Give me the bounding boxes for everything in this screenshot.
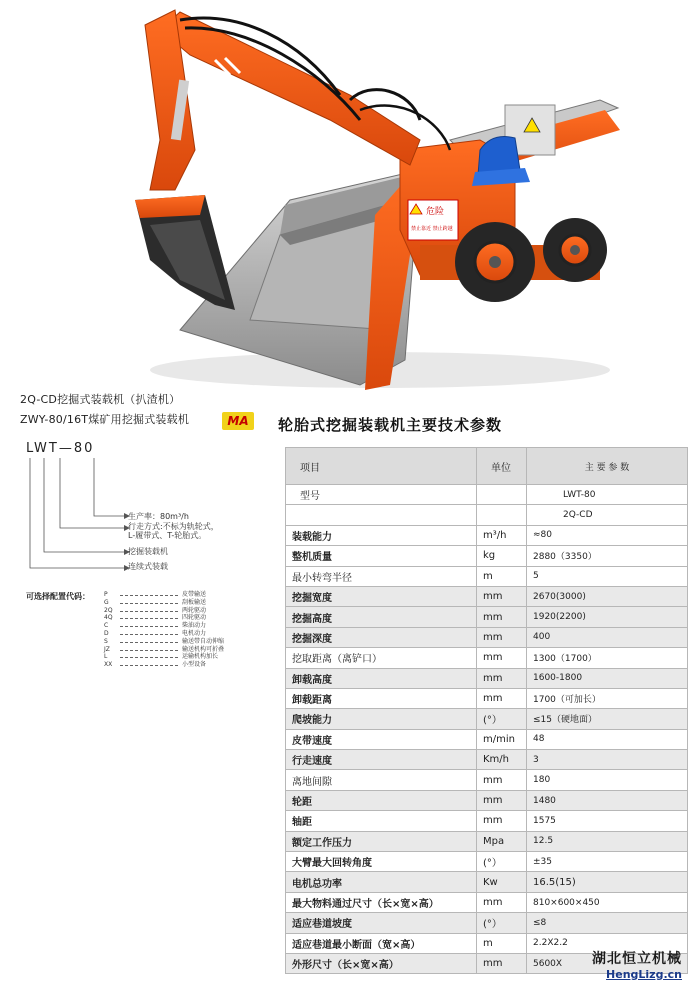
spec-unit bbox=[477, 485, 527, 505]
spec-row bbox=[286, 852, 688, 872]
spec-unit: mm bbox=[477, 953, 527, 973]
option-desc: 皮带输送 bbox=[182, 591, 207, 598]
spec-row bbox=[286, 586, 688, 606]
code-note-production-rate: 生产率：80m³/h bbox=[128, 512, 189, 521]
spec-title: 轮胎式挖掘装载机主要技术参数 bbox=[278, 416, 503, 434]
spec-unit: mm bbox=[477, 790, 527, 810]
spec-unit: (°） bbox=[477, 709, 527, 729]
spec-value: 1600-1800 bbox=[527, 668, 688, 688]
spec-row bbox=[286, 811, 688, 831]
watermark-company-name: 湖北恒立机械 bbox=[592, 951, 682, 967]
option-desc: 四轮驱动 bbox=[182, 614, 207, 622]
caption-product-name: 2Q-CD挖掘式装载机（扒渣机） bbox=[20, 393, 181, 406]
header-value: 主 要 参 数 bbox=[527, 448, 688, 485]
spec-item: 整机质量 bbox=[286, 546, 477, 566]
option-desc: 柴油动力 bbox=[182, 622, 207, 630]
caption-product-model: ZWY-80/16T煤矿用挖掘式装载机 bbox=[20, 413, 190, 426]
spec-item: 最大物料通过尺寸（长×宽×高） bbox=[286, 892, 477, 912]
spec-value: 3 bbox=[527, 750, 688, 770]
option-code: D bbox=[104, 629, 109, 637]
option-code-row bbox=[104, 599, 244, 607]
spec-value: 2.2X2.2 bbox=[527, 933, 688, 953]
option-code: G bbox=[104, 598, 109, 606]
spec-row bbox=[286, 770, 688, 790]
spec-row bbox=[286, 485, 688, 505]
spec-row bbox=[286, 688, 688, 708]
spec-row bbox=[286, 668, 688, 688]
option-desc: 刮板输送 bbox=[182, 598, 207, 606]
spec-value: 1700（可加长） bbox=[527, 688, 688, 708]
spec-unit: m/min bbox=[477, 729, 527, 749]
code-note-continuous-loading: 连续式装载 bbox=[128, 562, 168, 571]
spec-table-header-row bbox=[286, 448, 688, 485]
option-code-row bbox=[104, 607, 244, 615]
spec-row bbox=[286, 648, 688, 668]
option-code: C bbox=[104, 622, 109, 630]
spec-value: 810×600×450 bbox=[527, 892, 688, 912]
spec-unit: Km/h bbox=[477, 750, 527, 770]
spec-unit bbox=[477, 505, 527, 525]
spec-unit: (°） bbox=[477, 852, 527, 872]
code-note-travel-mode: 行走方式:不标为轨轮式， bbox=[128, 522, 219, 531]
spec-value: 400 bbox=[527, 627, 688, 647]
spec-row bbox=[286, 566, 688, 586]
spec-item: 轮距 bbox=[286, 790, 477, 810]
model-code-label: LWT—80 bbox=[26, 441, 95, 456]
spec-value: 180 bbox=[527, 770, 688, 790]
spec-row bbox=[286, 729, 688, 749]
spec-unit: mm bbox=[477, 627, 527, 647]
spec-value: 1920(2200) bbox=[527, 607, 688, 627]
code-note-travel-mode-2: L-履带式、T-轮胎式。 bbox=[128, 531, 207, 540]
spec-item: 型号 bbox=[286, 485, 477, 505]
spec-value: 5600X bbox=[527, 953, 688, 973]
loader-machine-illustration bbox=[120, 0, 640, 392]
option-code-row bbox=[104, 646, 244, 654]
spec-value: LWT-80 bbox=[527, 485, 688, 505]
spec-row bbox=[286, 913, 688, 933]
spec-item: 额定工作压力 bbox=[286, 831, 477, 851]
spec-row bbox=[286, 831, 688, 851]
option-desc: 小型设备 bbox=[182, 661, 207, 669]
spec-item: 大臂最大回转角度 bbox=[286, 852, 477, 872]
spec-value: 2670(3000) bbox=[527, 586, 688, 606]
code-note-excavating-loader: 挖掘装载机 bbox=[128, 547, 168, 556]
option-code: P bbox=[104, 591, 108, 598]
spec-item: 外形尺寸（长×宽×高） bbox=[286, 953, 477, 973]
spec-value: 12.5 bbox=[527, 831, 688, 851]
spec-unit: mm bbox=[477, 688, 527, 708]
spec-item: 电机总功率 bbox=[286, 872, 477, 892]
spec-row bbox=[286, 627, 688, 647]
option-code: 2Q bbox=[104, 606, 113, 614]
spec-unit: (°） bbox=[477, 913, 527, 933]
spec-row bbox=[286, 525, 688, 545]
spec-item: 行走速度 bbox=[286, 750, 477, 770]
spec-item bbox=[286, 505, 477, 525]
option-code-row bbox=[104, 630, 244, 638]
spec-item: 卸载高度 bbox=[286, 668, 477, 688]
danger-sign-label: 危险 bbox=[426, 207, 445, 217]
spec-item: 轴距 bbox=[286, 811, 477, 831]
spec-unit: m bbox=[477, 566, 527, 586]
spec-row bbox=[286, 505, 688, 525]
option-code-row bbox=[104, 614, 244, 622]
spec-item: 卸载距离 bbox=[286, 688, 477, 708]
spec-item: 爬坡能力 bbox=[286, 709, 477, 729]
option-code: JZ bbox=[104, 645, 110, 653]
option-code: L bbox=[104, 653, 108, 661]
spec-unit: mm bbox=[477, 648, 527, 668]
spec-unit: m bbox=[477, 933, 527, 953]
option-code: S bbox=[104, 637, 108, 645]
spec-value: 16.5(15) bbox=[527, 872, 688, 892]
spec-item: 最小转弯半径 bbox=[286, 566, 477, 586]
spec-value: ≤8 bbox=[527, 913, 688, 933]
option-desc: 电机动力 bbox=[182, 629, 207, 637]
spec-row bbox=[286, 546, 688, 566]
ma-certification-logo: MA bbox=[222, 412, 254, 430]
spec-unit: mm bbox=[477, 586, 527, 606]
watermark-url-link[interactable]: HengLizg.cn bbox=[606, 968, 682, 981]
warning-sign-label: 禁止靠近 禁止跨越 bbox=[411, 226, 453, 232]
spec-item: 皮带速度 bbox=[286, 729, 477, 749]
spec-item: 离地间隙 bbox=[286, 770, 477, 790]
spec-unit: mm bbox=[477, 892, 527, 912]
spec-value: 2Q-CD bbox=[527, 505, 688, 525]
spec-unit: Mpa bbox=[477, 831, 527, 851]
spec-item: 挖取距离（离铲口） bbox=[286, 648, 477, 668]
spec-value: ±35 bbox=[527, 852, 688, 872]
spec-value: 2880（3350） bbox=[527, 546, 688, 566]
option-desc: 输送带自动伸缩 bbox=[182, 637, 225, 645]
spec-row bbox=[286, 607, 688, 627]
site-watermark bbox=[592, 948, 682, 981]
spec-item: 挖掘深度 bbox=[286, 627, 477, 647]
spec-row bbox=[286, 892, 688, 912]
option-desc: 运输机构加长 bbox=[182, 653, 219, 661]
spec-unit: Kw bbox=[477, 872, 527, 892]
spec-unit: m³/h bbox=[477, 525, 527, 545]
spec-item: 挖掘宽度 bbox=[286, 586, 477, 606]
spec-table bbox=[285, 447, 688, 974]
option-code-row bbox=[104, 638, 244, 646]
option-code-row bbox=[104, 622, 244, 630]
spec-item: 适应巷道坡度 bbox=[286, 913, 477, 933]
spec-value: 1300（1700） bbox=[527, 648, 688, 668]
spec-item: 挖掘高度 bbox=[286, 607, 477, 627]
option-codes-list bbox=[104, 591, 244, 669]
spec-unit: mm bbox=[477, 770, 527, 790]
option-code: XX bbox=[104, 661, 113, 669]
option-code-row bbox=[104, 661, 244, 669]
header-item: 项目 bbox=[286, 448, 477, 485]
spec-value: 1480 bbox=[527, 790, 688, 810]
spec-value: ≈80 bbox=[527, 525, 688, 545]
option-code: 4Q bbox=[104, 614, 113, 622]
header-unit: 单位 bbox=[477, 448, 527, 485]
option-desc: 两轮驱动 bbox=[182, 606, 207, 614]
spec-unit: mm bbox=[477, 607, 527, 627]
spec-row bbox=[286, 790, 688, 810]
spec-unit: mm bbox=[477, 668, 527, 688]
spec-value: ≤15（硬地面） bbox=[527, 709, 688, 729]
option-code-row bbox=[104, 653, 244, 661]
spec-unit: mm bbox=[477, 811, 527, 831]
option-desc: 输送机构可折叠 bbox=[182, 645, 225, 653]
spec-row bbox=[286, 872, 688, 892]
spec-unit: kg bbox=[477, 546, 527, 566]
spec-item: 装载能力 bbox=[286, 525, 477, 545]
spec-value: 48 bbox=[527, 729, 688, 749]
option-code-row bbox=[104, 591, 244, 599]
spec-row bbox=[286, 750, 688, 770]
spec-value: 1575 bbox=[527, 811, 688, 831]
option-codes-title: 可选择配置代码： bbox=[26, 592, 90, 601]
spec-row bbox=[286, 709, 688, 729]
spec-value: 5 bbox=[527, 566, 688, 586]
spec-item: 适应巷道最小断面（宽×高） bbox=[286, 933, 477, 953]
